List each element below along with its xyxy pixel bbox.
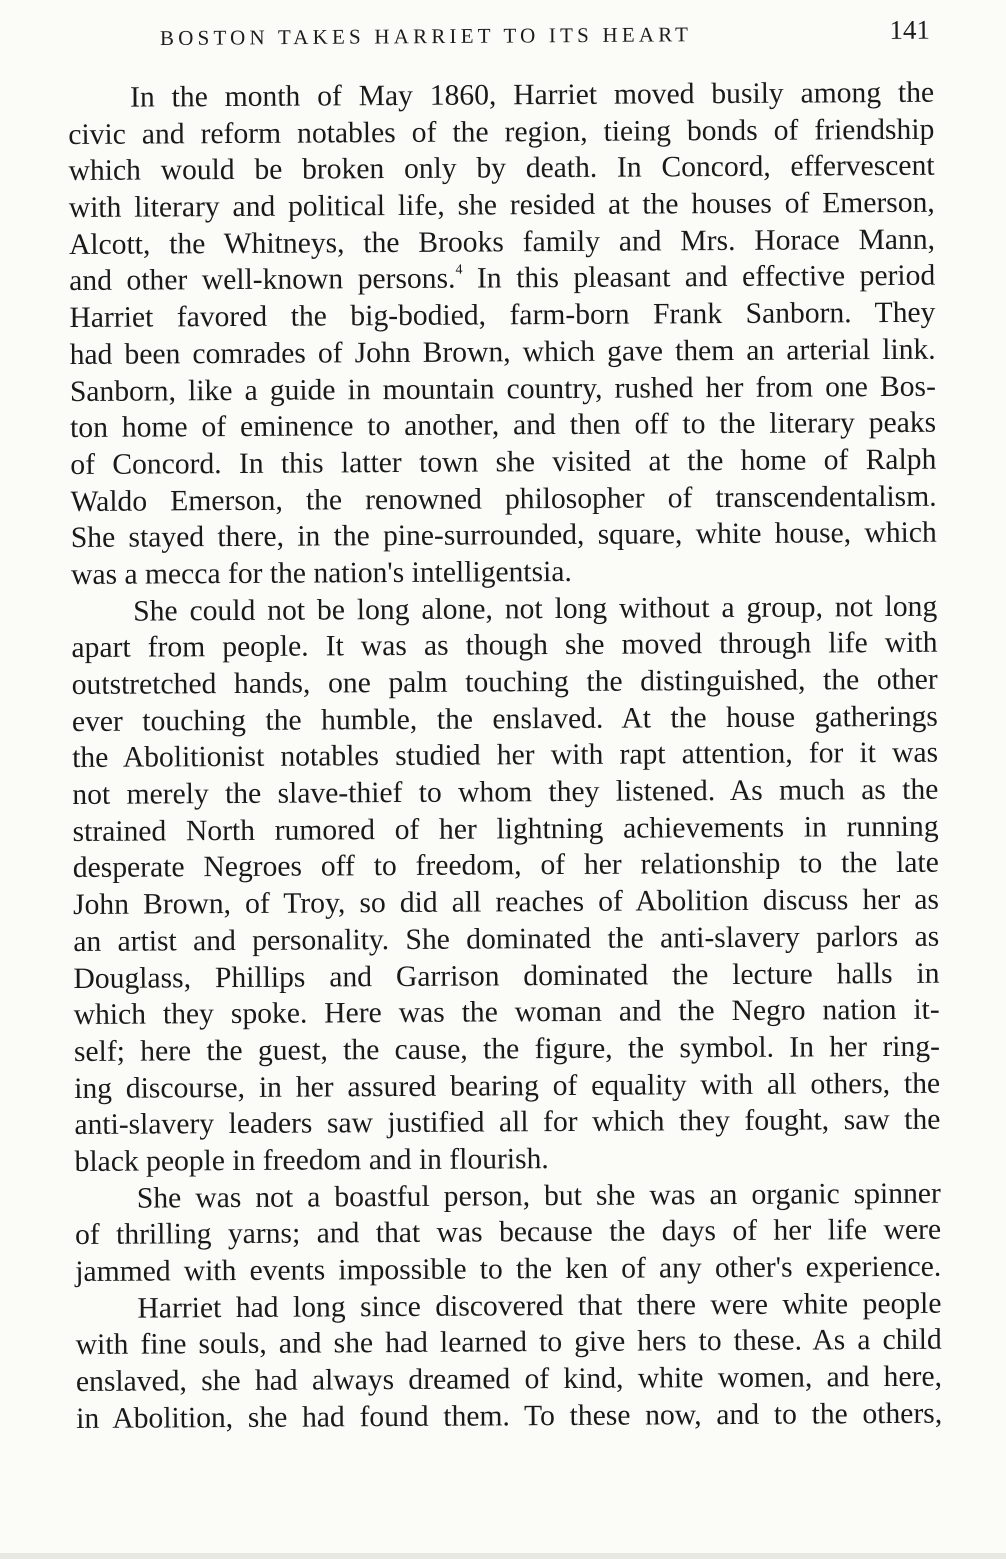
text-line: which they spoke. Here was the woman and the Negro nation it-	[73, 993, 940, 1032]
paragraph	[71, 588, 941, 1180]
text-line: She stayed there, in the pine-surrounded, square, white house, which	[70, 516, 937, 555]
text-line: with fine souls, and she had learned to give hers to these. As a child	[75, 1324, 942, 1362]
scan-edge	[0, 1553, 1006, 1559]
text-line: She was not a boastful person, but she was an organic spinner	[136, 1177, 941, 1215]
text-line: Harriet favored the big-bodied, farm-born Frank Sanborn. They	[69, 296, 936, 335]
text-line: Douglass, Phillips and Garrison dominated the lecture halls in	[73, 957, 940, 995]
text-line: Sanborn, like a guide in mountain country, rushed her from one Bos-	[69, 370, 936, 408]
text-segment: In this pleasant and effective period	[462, 260, 936, 296]
text-line: of thrilling yarns; and that was because the days of her life were	[74, 1214, 942, 1252]
text-line: was a mecca for the nation's intelligentsia.	[70, 555, 572, 591]
page-number: 141	[889, 14, 931, 45]
footnote-reference: 4	[455, 263, 463, 279]
text-line: the Abolitionist notables studied her with rapt attention, for it was	[72, 737, 939, 775]
paragraph	[75, 1285, 942, 1437]
text-line: anti-slavery leaders saw justified all for which they fought, saw the	[74, 1103, 941, 1142]
text-line: not merely the slave-thief to whom they listened. As much as the	[72, 773, 939, 812]
text-line: civic and reform notables of the region, tieing bonds of friendship	[68, 113, 935, 151]
text-line: Alcott, the Whitneys, the Brooks family and Mrs. Horace Mann,	[68, 223, 936, 261]
text-line: apart from people. It was as though she moved through life with	[71, 627, 938, 665]
chapter-title: BOSTON TAKES HARRIET TO ITS HEART	[159, 22, 693, 50]
text-line: outstretched hands, one palm touching the distinguished, the other	[71, 663, 938, 701]
text-line: in Abolition, she had found them. To these now, and to the others,	[76, 1397, 943, 1435]
paragraph	[68, 75, 937, 594]
text-line: She could not be long alone, not long without a group, not long	[133, 590, 938, 628]
text-line: ever touching the humble, the enslaved. At the house gatherings	[71, 700, 939, 738]
text-line-with-footnote	[69, 258, 935, 300]
text-line: strained North rumored of her lightning achievements in running	[72, 810, 939, 848]
running-head	[160, 15, 930, 56]
text-line: John Brown, of Troy, so did all reaches of Abolition discuss her as	[72, 883, 940, 922]
text-line: ton home of eminence to another, and then off to the literary peaks	[70, 406, 937, 445]
text-line: with literary and political life, she resided at the houses of Emerson,	[68, 186, 935, 225]
text-line: In the month of May 1860, Harriet moved busily among the	[130, 76, 935, 114]
text-line: enslaved, she had always dreamed of kind, white women, and here,	[75, 1360, 943, 1399]
text-segment: and other well-known persons.	[69, 263, 456, 298]
text-line: of Concord. In this latter town she visited at the home of Ralph	[70, 443, 937, 481]
text-line: black people in freedom and in flourish.	[74, 1143, 549, 1178]
text-line: Waldo Emerson, the renowned philosopher of transcendentalism.	[70, 480, 937, 518]
text-line: self; here the guest, the cause, the figure, the symbol. In her ring-	[73, 1030, 941, 1068]
text-line: desperate Negroes off to freedom, of her relationship to the late	[72, 847, 939, 885]
paragraph	[75, 1175, 942, 1290]
text-line: ing discourse, in her assured bearing of equality with all others, the	[74, 1067, 941, 1105]
text-line: jammed with events impossible to the ken of any other's experience.	[75, 1250, 942, 1288]
text-line: which would be broken only by death. In Concord, effervescent	[68, 150, 935, 188]
text-line: Harriet had long since discovered that there were white people	[137, 1287, 942, 1325]
body-text	[68, 75, 942, 1438]
text-line: had been comrades of John Brown, which gave them an arterial link.	[69, 333, 936, 371]
text-line: an artist and personality. She dominated the anti-slavery parlors as	[73, 920, 940, 958]
